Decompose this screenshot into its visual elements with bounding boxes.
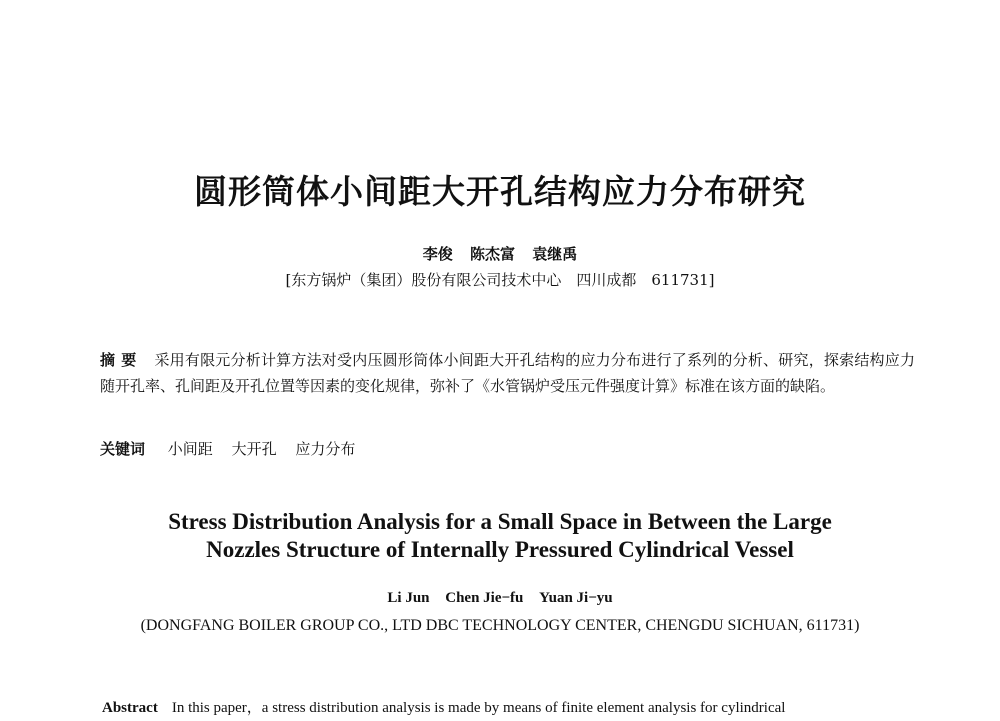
author-cn-1: 李俊 bbox=[422, 245, 453, 263]
author-cn-2: 陈杰富 bbox=[469, 245, 515, 263]
abstract-cn-text: 采用有限元分析计算方法对受内压圆形筒体小间距大开孔结构的应力分布进行了系列的分析、研究，探索结构应力随开孔率、孔间距及开孔位置等因素的变化规律，弥补了《水管锅炉受压元件强度计算》标准在该方面的缺陷。 bbox=[100, 351, 915, 395]
keywords-cn-label: 关键词 bbox=[100, 440, 146, 458]
affiliation-english: (DONGFANG BOILER GROUP CO., LTD DBC TECHNOLOGY CENTER, CHENGDU SICHUAN, 611731) bbox=[140, 617, 860, 634]
abstract-english bbox=[102, 696, 785, 717]
abstract-en-text: In this paper，a stress distribution analysis is made by means of finite element analysis for cylindrical bbox=[171, 700, 786, 716]
keyword-cn-1: 小间距 bbox=[167, 440, 213, 458]
affiliation-chinese: [东方锅炉（集团）股份有限公司技术中心 四川成都 611731] bbox=[285, 271, 715, 289]
title-en-line-1: Stress Distribution Analysis for a Small Space in Between the Large bbox=[168, 509, 832, 534]
author-cn-3: 袁继禹 bbox=[532, 245, 578, 263]
author-en-1: Li Jun bbox=[387, 590, 430, 606]
keyword-cn-3: 应力分布 bbox=[295, 440, 356, 458]
title-en-line-2: Nozzles Structure of Internally Pressured Cylindrical Vessel bbox=[206, 537, 794, 562]
keyword-cn-2: 大开孔 bbox=[231, 440, 277, 458]
keywords-chinese bbox=[100, 438, 355, 459]
title-chinese: 圆形筒体小间距大开孔结构应力分布研究 bbox=[194, 172, 806, 211]
authors-english bbox=[0, 590, 1000, 607]
abstract-en-label: Abstract bbox=[102, 700, 158, 716]
author-en-3: Yuan Ji−yu bbox=[539, 590, 613, 606]
author-en-2: Chen Jie−fu bbox=[445, 590, 524, 606]
authors-chinese bbox=[0, 243, 1000, 264]
title-english bbox=[0, 508, 1000, 564]
abstract-cn-label: 摘要 bbox=[100, 351, 143, 369]
abstract-chinese bbox=[100, 347, 915, 399]
